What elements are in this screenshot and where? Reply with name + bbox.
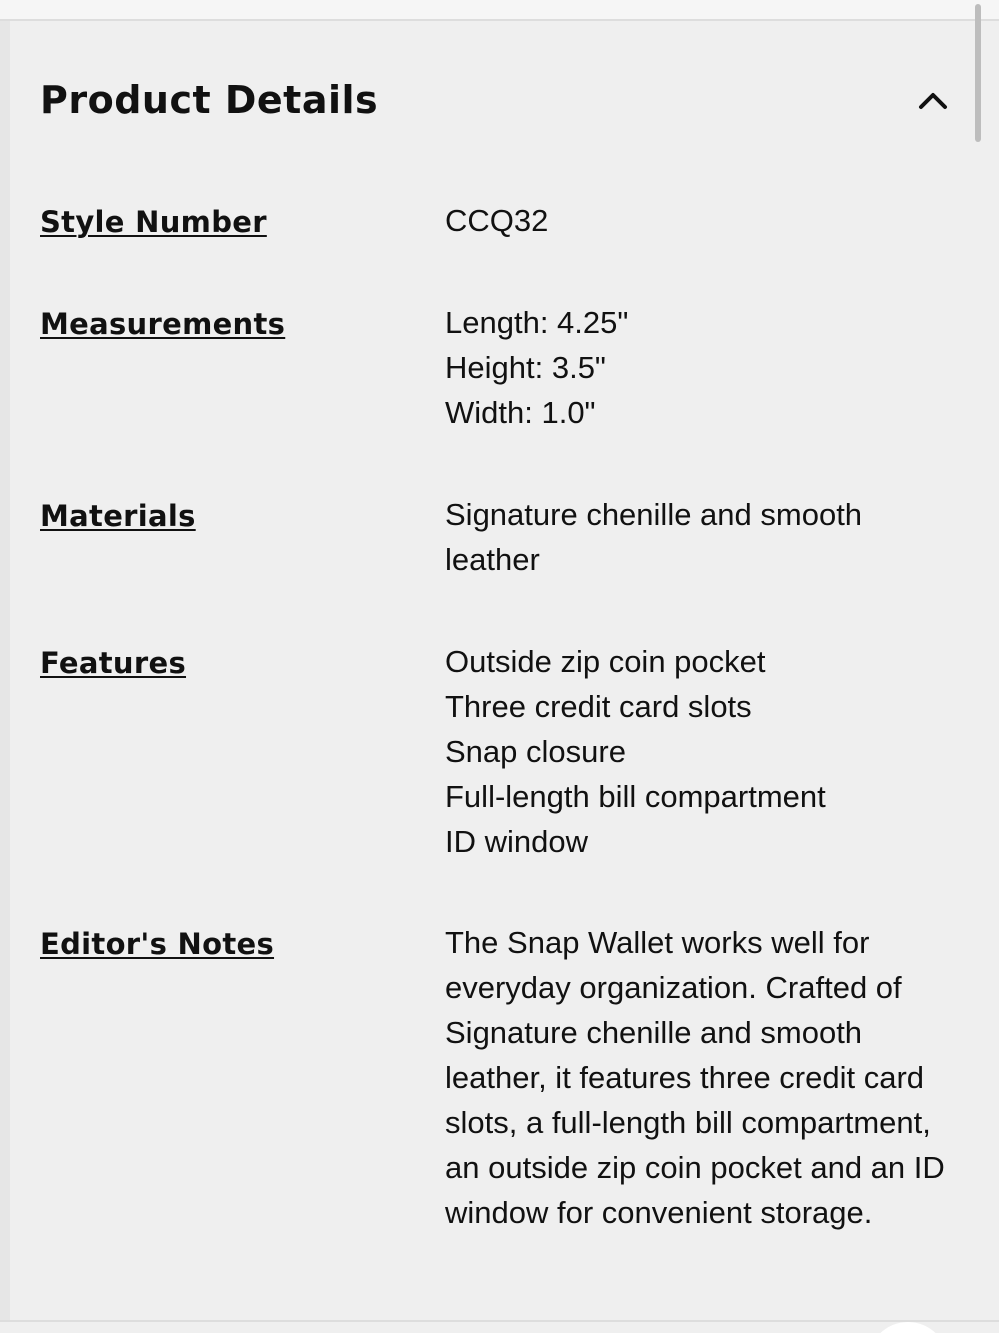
feature-item: Snap closure xyxy=(445,734,626,769)
features-label: Features xyxy=(40,646,187,680)
section-title: Product Details xyxy=(40,78,379,122)
style-number-value xyxy=(445,198,955,243)
feature-item: Three credit card slots xyxy=(445,689,752,724)
measurement-length: Length: 4.25" xyxy=(445,305,629,340)
measurement-width: Width: 1.0" xyxy=(445,395,596,430)
section-header[interactable] xyxy=(40,76,955,126)
editors-notes-text: The Snap Wallet works well for everyday organization. Crafted of Signature chenille and smooth leather, it features three credit card slots, a full-length bill compartment, an outside zip coin pocket and an ID window for convenient storage. xyxy=(445,925,945,1230)
scrollbar[interactable] xyxy=(977,0,999,1333)
floating-button[interactable] xyxy=(868,1322,948,1333)
feature-item: ID window xyxy=(445,824,588,859)
top-divider xyxy=(0,0,999,21)
materials-label: Materials xyxy=(40,499,196,533)
materials-text: Signature chenille and smooth leather xyxy=(445,497,863,577)
editors-notes-label: Editor's Notes xyxy=(40,927,275,961)
bottom-divider xyxy=(0,1320,999,1322)
features-value xyxy=(445,639,955,864)
measurements-value xyxy=(445,300,955,435)
feature-item: Outside zip coin pocket xyxy=(445,644,766,679)
style-number-text: CCQ32 xyxy=(445,203,549,238)
feature-item: Full-length bill compartment xyxy=(445,779,826,814)
measurement-height: Height: 3.5" xyxy=(445,350,606,385)
chevron-up-icon xyxy=(918,90,948,110)
editors-notes-value xyxy=(445,920,955,1235)
style-number-label: Style Number xyxy=(40,205,267,239)
materials-value xyxy=(445,492,955,582)
measurements-label: Measurements xyxy=(40,307,286,341)
scrollbar-thumb[interactable] xyxy=(975,4,981,142)
collapse-button[interactable] xyxy=(911,78,955,122)
left-edge xyxy=(0,21,10,1321)
